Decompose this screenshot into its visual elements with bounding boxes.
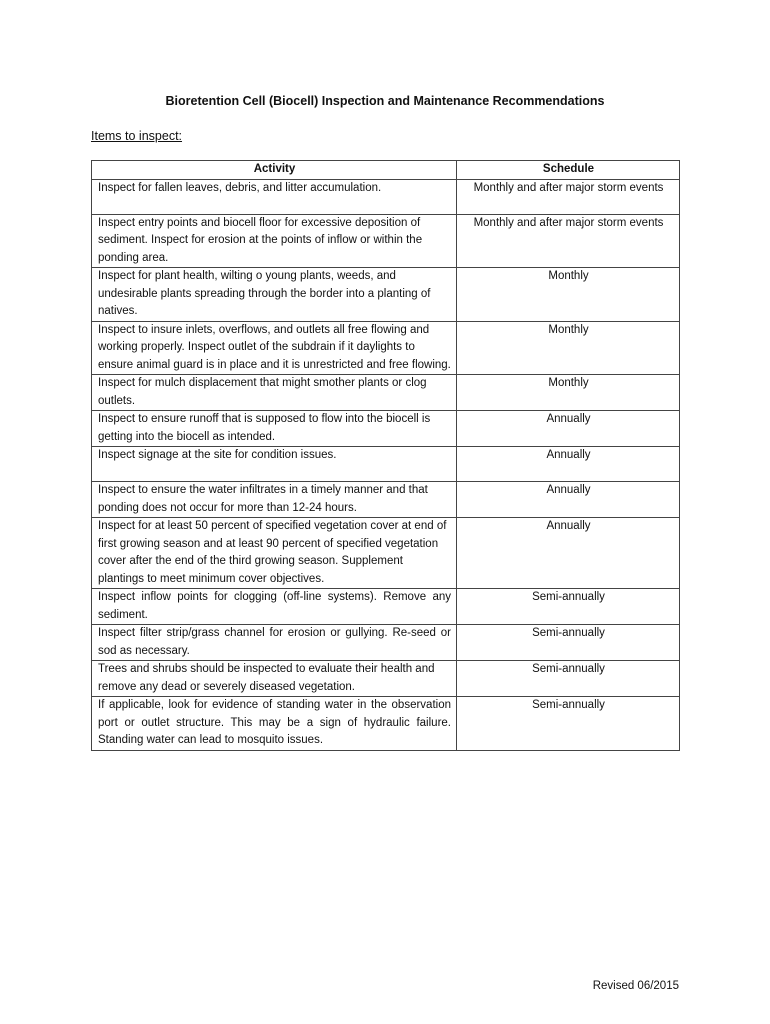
activity-cell: Inspect to ensure the water infiltrates in a timely manner and that ponding does not occur for more than 12-24 hours. <box>92 482 457 518</box>
activity-cell: Inspect for mulch displacement that might smother plants or clog outlets. <box>92 375 457 411</box>
schedule-cell: Monthly and after major storm events <box>457 179 680 214</box>
schedule-cell: Semi-annually <box>457 661 680 697</box>
activity-cell: Inspect signage at the site for condition issues. <box>92 447 457 482</box>
activity-cell: Inspect inflow points for clogging (off-line systems). Remove any sediment. <box>92 589 457 625</box>
revision-date: Revised 06/2015 <box>592 980 679 992</box>
schedule-cell: Monthly <box>457 375 680 411</box>
table-row <box>92 697 680 751</box>
activity-cell: Trees and shrubs should be inspected to evaluate their health and remove any dead or severely diseased vegetation. <box>92 661 457 697</box>
table-row <box>92 411 680 447</box>
table-header-row <box>92 161 680 180</box>
table-row <box>92 661 680 697</box>
inspection-table <box>91 160 680 751</box>
activity-cell: Inspect for plant health, wilting o young plants, weeds, and undesirable plants spreading through the border into a planting of natives. <box>92 268 457 322</box>
table-row <box>92 482 680 518</box>
activity-cell: Inspect to insure inlets, overflows, and outlets all free flowing and working properly. Inspect outlet of the subdrain if it daylights to ensure animal guard is in place and it is unrestricted and free flowing. <box>92 321 457 375</box>
column-header-activity: Activity <box>92 161 457 180</box>
column-header-schedule: Schedule <box>457 161 680 180</box>
table-row <box>92 268 680 322</box>
schedule-cell: Semi-annually <box>457 697 680 751</box>
schedule-cell: Annually <box>457 482 680 518</box>
table-row <box>92 518 680 589</box>
schedule-cell: Semi-annually <box>457 589 680 625</box>
schedule-cell: Monthly <box>457 268 680 322</box>
schedule-cell: Semi-annually <box>457 625 680 661</box>
page-title: Bioretention Cell (Biocell) Inspection and Maintenance Recommendations <box>165 94 605 108</box>
activity-cell: Inspect to ensure runoff that is supposed to flow into the biocell is getting into the biocell as intended. <box>92 411 457 447</box>
schedule-cell: Annually <box>457 411 680 447</box>
activity-cell: Inspect filter strip/grass channel for erosion or gullying. Re-seed or sod as necessary. <box>92 625 457 661</box>
activity-cell: Inspect for fallen leaves, debris, and litter accumulation. <box>92 179 457 214</box>
table-row <box>92 179 680 214</box>
section-label-items-to-inspect: Items to inspect: <box>91 129 183 143</box>
table-row <box>92 214 680 268</box>
activity-cell: If applicable, look for evidence of standing water in the observation port or outlet structure. This may be a sign of hydraulic failure. Standing water can lead to mosquito issues. <box>92 697 457 751</box>
schedule-cell: Monthly <box>457 321 680 375</box>
table-row <box>92 625 680 661</box>
schedule-cell: Annually <box>457 447 680 482</box>
activity-cell: Inspect entry points and biocell floor for excessive deposition of sediment. Inspect for erosion at the points of inflow or within the ponding area. <box>92 214 457 268</box>
table-row <box>92 447 680 482</box>
activity-cell: Inspect for at least 50 percent of specified vegetation cover at end of first growing season and at least 90 percent of specified vegetation cover after the end of the third growing season. Supplement plantings to meet minimum cover objectives. <box>92 518 457 589</box>
table-row <box>92 375 680 411</box>
schedule-cell: Monthly and after major storm events <box>457 214 680 268</box>
table-row <box>92 589 680 625</box>
table-row <box>92 321 680 375</box>
schedule-cell: Annually <box>457 518 680 589</box>
